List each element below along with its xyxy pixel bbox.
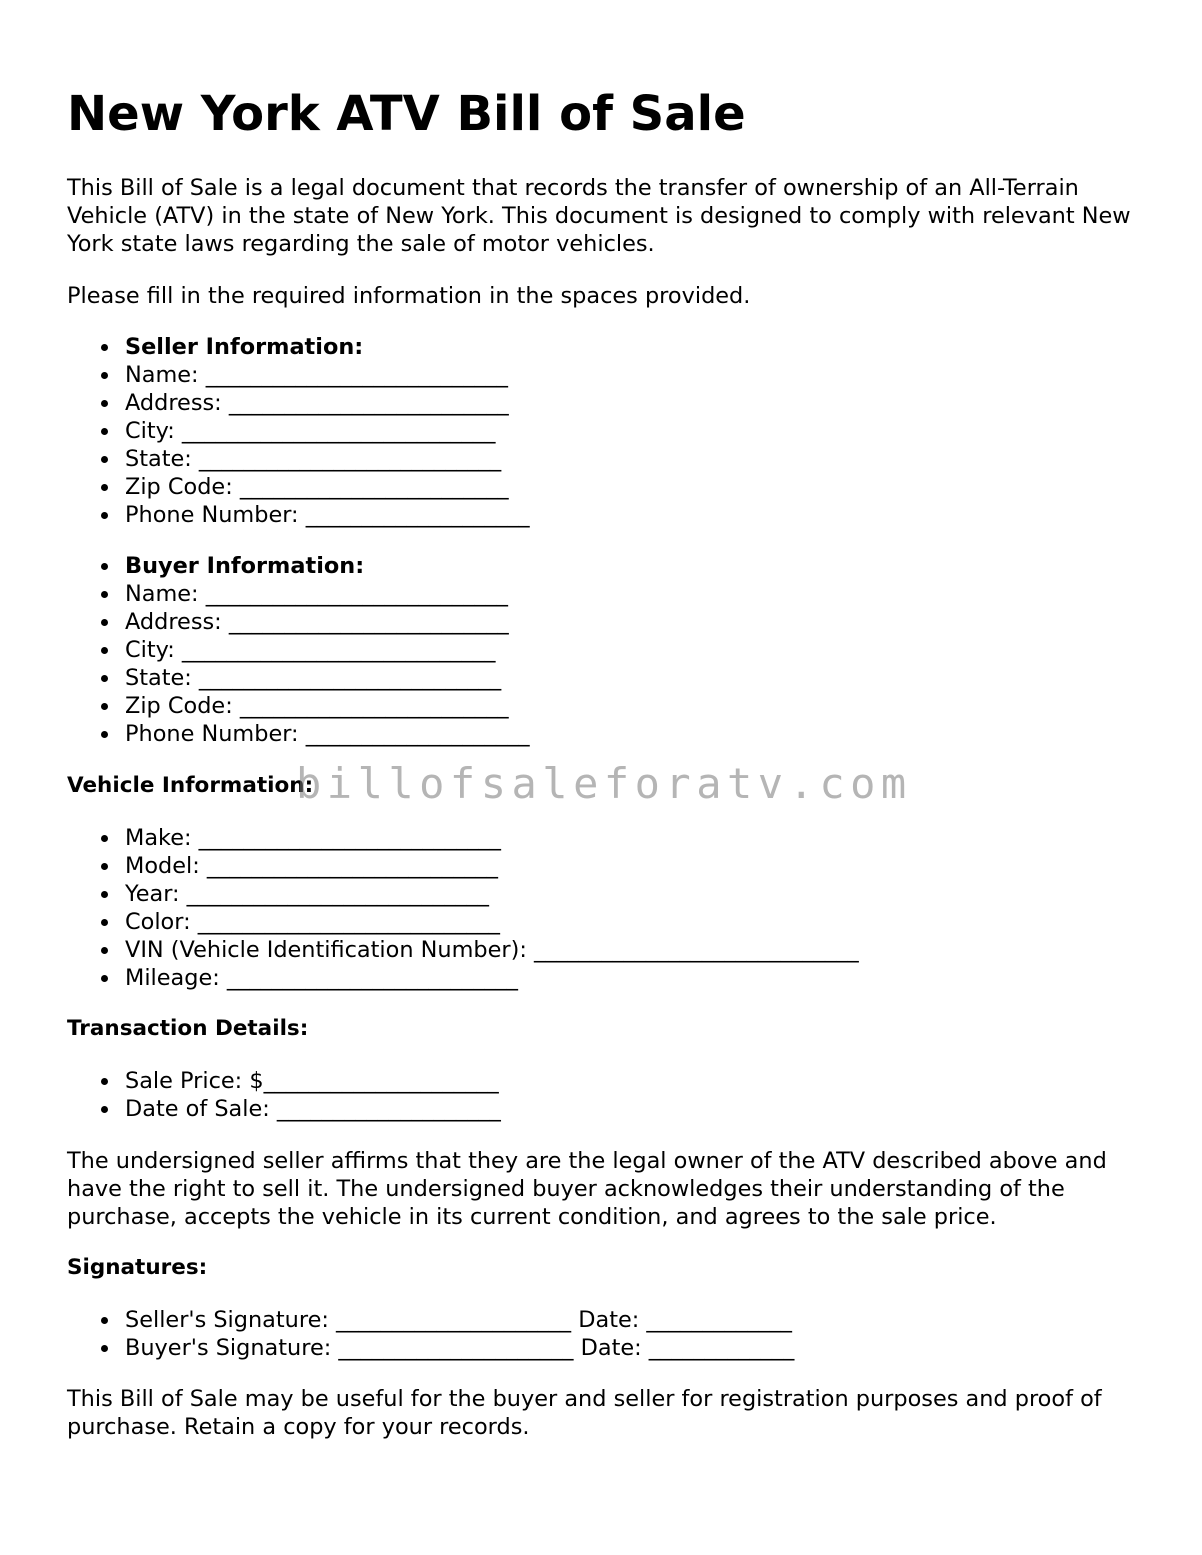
seller-city-field[interactable]: City: ____________________________ — [67, 417, 530, 445]
buyer-phone-field[interactable]: Phone Number: ____________________ — [67, 720, 530, 748]
affirmation-paragraph: The undersigned seller affirms that they are the legal owner of the ATV described above and have the right to sell it. The undersigned buyer acknowledges their understanding of the purchase, accepts the vehicle in its current condition, and agrees to the sale price. — [67, 1148, 1107, 1230]
buyer-name-field[interactable]: Name: ___________________________ — [67, 580, 530, 608]
seller-state-field[interactable]: State: ___________________________ — [67, 445, 530, 473]
seller-phone-field[interactable]: Phone Number: ____________________ — [67, 501, 530, 529]
vehicle-vin-field[interactable]: VIN (Vehicle Identification Number): _____________________________ — [67, 936, 859, 964]
sale-price-field[interactable]: Sale Price: $_____________________ — [67, 1067, 501, 1095]
signatures-heading: Signatures: — [67, 1255, 208, 1280]
seller-information-list — [67, 333, 530, 529]
seller-address-field[interactable]: Address: _________________________ — [67, 389, 530, 417]
buyer-information-list — [67, 552, 530, 748]
buyer-zip-field[interactable]: Zip Code: ________________________ — [67, 692, 530, 720]
page-title: New York ATV Bill of Sale — [67, 86, 746, 142]
buyer-city-field[interactable]: City: ____________________________ — [67, 636, 530, 664]
intro-paragraph: This Bill of Sale is a legal document that records the transfer of ownership of an All-Terrain Vehicle (ATV) in the state of New York. This document is designed to comply with relevant New York state laws regarding the sale of motor vehicles. — [67, 175, 1131, 257]
seller-signature-field[interactable]: Seller's Signature: _____________________ Date: _____________ — [67, 1306, 794, 1334]
vehicle-model-field[interactable]: Model: __________________________ — [67, 852, 859, 880]
seller-name-field[interactable]: Name: ___________________________ — [67, 361, 530, 389]
buyer-signature-field[interactable]: Buyer's Signature: _____________________ Date: _____________ — [67, 1334, 794, 1362]
seller-heading: Seller Information: — [67, 333, 530, 361]
seller-zip-field[interactable]: Zip Code: ________________________ — [67, 473, 530, 501]
vehicle-information-heading: Vehicle Information: — [67, 773, 314, 798]
buyer-heading: Buyer Information: — [67, 552, 530, 580]
date-of-sale-field[interactable]: Date of Sale: ____________________ — [67, 1095, 501, 1123]
vehicle-make-field[interactable]: Make: ___________________________ — [67, 824, 859, 852]
buyer-state-field[interactable]: State: ___________________________ — [67, 664, 530, 692]
transaction-details-list — [67, 1067, 501, 1123]
vehicle-year-field[interactable]: Year: ___________________________ — [67, 880, 859, 908]
watermark-text: billofsaleforatv.com — [296, 759, 912, 808]
closing-paragraph: This Bill of Sale may be useful for the buyer and seller for registration purposes and proof of purchase. Retain a copy for your records. — [67, 1386, 1102, 1440]
vehicle-information-list — [67, 824, 859, 992]
instruction-text: Please fill in the required information in the spaces provided. — [67, 283, 751, 309]
vehicle-mileage-field[interactable]: Mileage: __________________________ — [67, 964, 859, 992]
vehicle-color-field[interactable]: Color: ___________________________ — [67, 908, 859, 936]
buyer-address-field[interactable]: Address: _________________________ — [67, 608, 530, 636]
signatures-list — [67, 1306, 794, 1362]
transaction-details-heading: Transaction Details: — [67, 1016, 309, 1041]
